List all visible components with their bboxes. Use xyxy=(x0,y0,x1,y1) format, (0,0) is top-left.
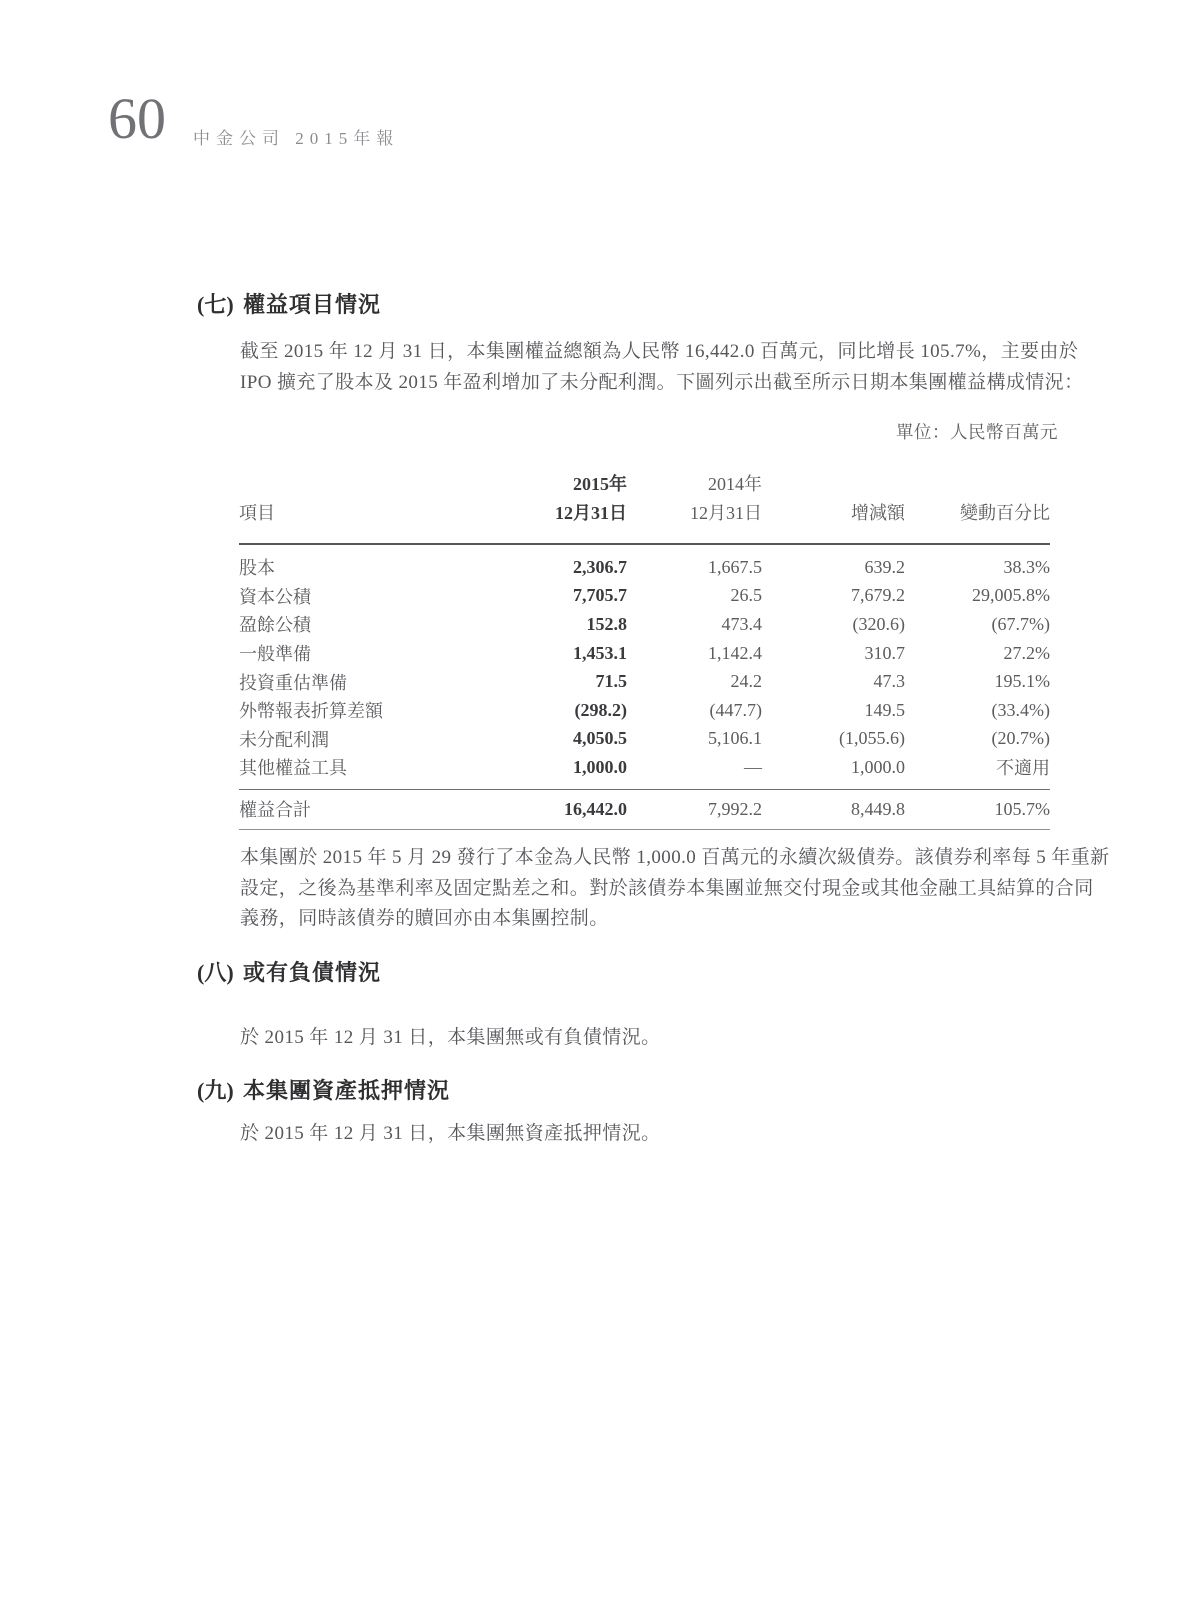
table-total-row xyxy=(239,790,1050,829)
equity-table xyxy=(239,468,1050,830)
value-2015: 1,000.0 xyxy=(573,756,627,777)
header-2015-date: 12月31日 xyxy=(555,502,627,523)
unit-note: 單位：人民幣百萬元 xyxy=(896,422,1058,442)
value-2014: 473.4 xyxy=(721,613,762,634)
row-label: 股本 xyxy=(239,558,275,579)
value-2015: 1,453.1 xyxy=(573,642,627,663)
value-2015: 71.5 xyxy=(595,671,627,692)
table-header-row-2 xyxy=(239,497,1050,526)
section-8-paragraph xyxy=(240,1023,1060,1054)
value-pct: 29,005.8% xyxy=(972,585,1050,606)
table-row xyxy=(239,582,1050,611)
paragraph-line: 截至 2015 年 12 月 31 日，本集團權益總額為人民幣 16,442.0 百萬元，同比增長 105.7%，主要由於 xyxy=(240,341,1079,362)
header-change: 增減額 xyxy=(851,502,905,523)
value-2015: 4,050.5 xyxy=(573,728,627,749)
total-2015: 16,442.0 xyxy=(564,798,627,819)
value-2014: 5,106.1 xyxy=(708,728,762,749)
section-9-paragraph xyxy=(240,1119,1060,1150)
row-label: 其他權益工具 xyxy=(239,758,347,779)
table-row xyxy=(239,725,1050,754)
paragraph-line: 本集團於 2015 年 5 月 29 發行了本金為人民幣 1,000.0 百萬元的永續次級債券。該債券利率每 5 年重新 xyxy=(240,847,1110,868)
row-label: 一般準備 xyxy=(239,644,311,665)
section-8-title: 或有負債情況 xyxy=(243,960,382,985)
header-2014-date: 12月31日 xyxy=(690,502,762,523)
value-change: 7,679.2 xyxy=(851,585,905,606)
row-label: 外幣報表折算差額 xyxy=(239,701,383,722)
value-pct: (20.7%) xyxy=(991,728,1050,749)
value-change: 47.3 xyxy=(873,671,905,692)
value-pct: 不適用 xyxy=(996,758,1050,779)
table-row xyxy=(239,639,1050,668)
value-2014: 1,142.4 xyxy=(708,642,762,663)
section-8-label: (八) xyxy=(197,960,234,985)
paragraph-line: IPO 擴充了股本及 2015 年盈利增加了未分配利潤。下圖列示出截至所示日期本集團權益構成情況： xyxy=(240,371,1084,393)
value-2014: (447.7) xyxy=(709,699,762,720)
paragraph-line: 於 2015 年 12 月 31 日，本集團無資產抵押情況。 xyxy=(240,1123,661,1144)
value-pct: 38.3% xyxy=(1003,556,1050,577)
total-2014: 7,992.2 xyxy=(708,798,762,819)
section-7-heading xyxy=(197,288,381,319)
value-2015: 152.8 xyxy=(586,613,627,634)
row-label: 投資重估準備 xyxy=(239,672,347,693)
value-2014: 24.2 xyxy=(730,671,762,692)
section-7-label: (七) xyxy=(197,292,234,317)
value-change: 1,000.0 xyxy=(851,756,905,777)
value-2015: 7,705.7 xyxy=(573,585,627,606)
value-change: (1,055.6) xyxy=(839,728,905,749)
paragraph-line: 義務，同時該債券的贖回亦由本集團控制。 xyxy=(240,908,609,929)
table-row xyxy=(239,610,1050,639)
section-9-heading xyxy=(197,1074,450,1105)
header-2015-year: 2015年 xyxy=(573,473,627,494)
value-2014: 26.5 xyxy=(730,585,762,606)
total-label: 權益合計 xyxy=(239,800,311,821)
section-9-label: (九) xyxy=(197,1078,234,1103)
value-2014: 1,667.5 xyxy=(708,556,762,577)
section-9-title: 本集團資產抵押情況 xyxy=(243,1078,451,1103)
table-row xyxy=(239,667,1050,696)
section-7-paragraph-2 xyxy=(240,843,1110,935)
header-item: 項目 xyxy=(239,502,275,523)
value-2015: 2,306.7 xyxy=(573,556,627,577)
value-pct: 27.2% xyxy=(1003,642,1050,663)
table-body xyxy=(239,545,1050,789)
value-pct: (33.4%) xyxy=(991,699,1050,720)
row-label: 盈餘公積 xyxy=(239,615,311,636)
paragraph-line: 設定，之後為基準利率及固定點差之和。對於該債券本集團並無交付現金或其他金融工具結算的合同 xyxy=(240,877,1094,899)
value-2015: (298.2) xyxy=(574,699,627,720)
page-number: 60 xyxy=(108,86,166,151)
header-change-pct: 變動百分比 xyxy=(960,502,1050,523)
value-pct: (67.7%) xyxy=(991,613,1050,634)
table-row xyxy=(239,696,1050,725)
row-label: 資本公積 xyxy=(239,586,311,607)
row-label: 未分配利潤 xyxy=(239,729,329,750)
section-7-paragraph-1 xyxy=(240,337,1084,398)
value-change: 149.5 xyxy=(864,699,905,720)
value-change: (320.6) xyxy=(852,613,905,634)
value-change: 310.7 xyxy=(864,642,905,663)
value-change: 639.2 xyxy=(864,556,905,577)
table-header-row-1 xyxy=(239,468,1050,497)
report-title: 中金公司 2015年報 xyxy=(193,129,400,148)
paragraph-line: 於 2015 年 12 月 31 日，本集團無或有負債情況。 xyxy=(240,1027,661,1048)
value-2014: — xyxy=(744,756,762,777)
table-bottom-rule xyxy=(239,829,1050,830)
total-pct: 105.7% xyxy=(994,798,1050,819)
table-row xyxy=(239,553,1050,582)
section-7-title: 權益項目情況 xyxy=(243,292,382,317)
table-row xyxy=(239,753,1050,782)
total-change: 8,449.8 xyxy=(851,798,905,819)
value-pct: 195.1% xyxy=(994,671,1050,692)
section-8-heading xyxy=(197,956,381,987)
header-2014-year: 2014年 xyxy=(708,473,762,494)
